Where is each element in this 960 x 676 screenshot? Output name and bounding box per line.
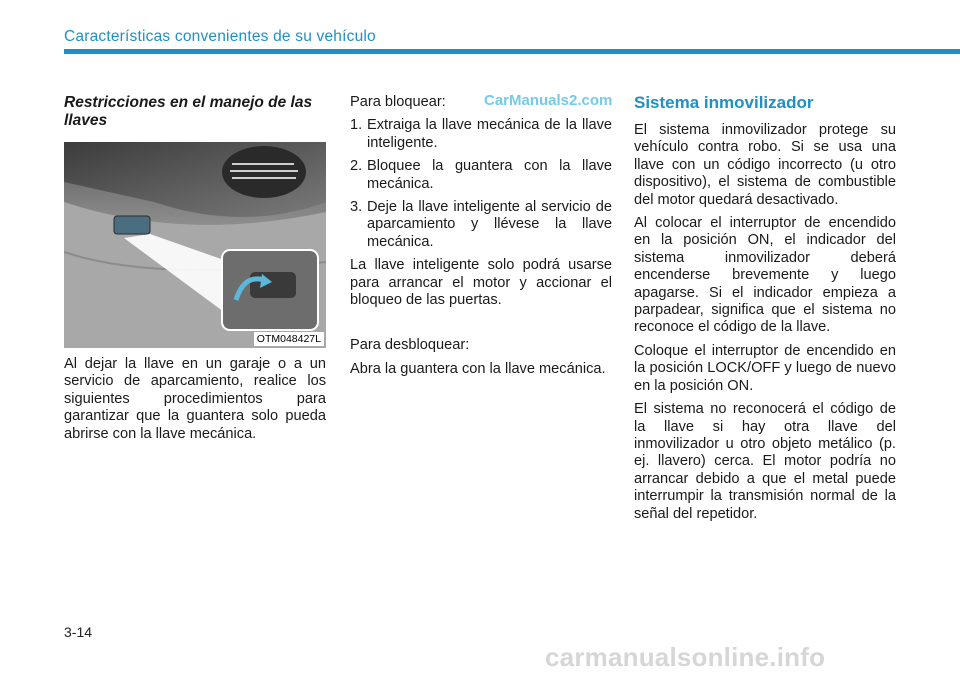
- body-paragraph: Coloque el interruptor de encendido en la posición LOCK/OFF y luego de nuevo en la posición ON.: [634, 342, 896, 394]
- section-title: Sistema inmovilizador: [634, 93, 814, 112]
- figure-code: OTM048427L: [254, 332, 324, 346]
- subheading: Restricciones en el manejo de las llaves: [64, 94, 313, 129]
- footer-site-link[interactable]: carmanualsonline.info: [545, 642, 826, 672]
- list-item: 1. Extraiga la llave mecánica de la llave inteligente.: [350, 117, 612, 151]
- glovebox-illustration: [64, 142, 326, 348]
- body-paragraph: Al dejar la llave en un garaje o a un servicio de aparcamiento, realice los siguientes procedimientos para garantizar que la guantera solo pueda abrirse con la llave mecánica.: [64, 356, 326, 442]
- header-rule: [64, 49, 960, 54]
- running-header: Características convenientes de su vehículo: [64, 28, 376, 45]
- body-paragraph: El sistema inmovilizador protege su vehículo contra robo. Si se usa una llave con un código incorrecto (u otro dispositivo), el sistema de combustible del motor quedará desactivado.: [634, 122, 896, 208]
- left-column: [64, 94, 326, 449]
- right-column: [634, 93, 896, 529]
- unlock-intro: Para desbloquear:: [350, 337, 470, 354]
- watermark: CarManuals2.com: [484, 92, 613, 109]
- body-paragraph: Al colocar el interruptor de encendido en la posición ON, el indicador del sistema inmovilizador deberá encenderse brevemente y luego apagarse. Si el indicador empieza a parpadear, significa que el sistema no reconoce el código de la llave.: [634, 215, 896, 336]
- lock-steps: [350, 117, 612, 251]
- note-paragraph: La llave inteligente solo podrá usarse para arrancar el motor y accionar el bloqueo de las puertas.: [350, 257, 612, 309]
- glovebox-photo: [64, 142, 326, 348]
- page-number: 3-14: [64, 624, 93, 640]
- lock-intro: Para bloquear:: [350, 94, 446, 110]
- list-item: 2. Bloquee la guantera con la llave mecánica.: [350, 158, 612, 192]
- middle-column: [350, 94, 612, 384]
- unlock-paragraph: Abra la guantera con la llave mecánica.: [350, 360, 606, 377]
- list-item: 3. Deje la llave inteligente al servicio de aparcamiento y llévese la llave mecánica.: [350, 199, 612, 250]
- body-paragraph: El sistema no reconocerá el código de la llave si hay otra llave del inmovilizador u otro objeto metálico (p. ej. llavero) cerca. El motor podría no arrancar debido a que el metal puede interrumpir la transmisión normal de la señal del repetidor.: [634, 401, 896, 522]
